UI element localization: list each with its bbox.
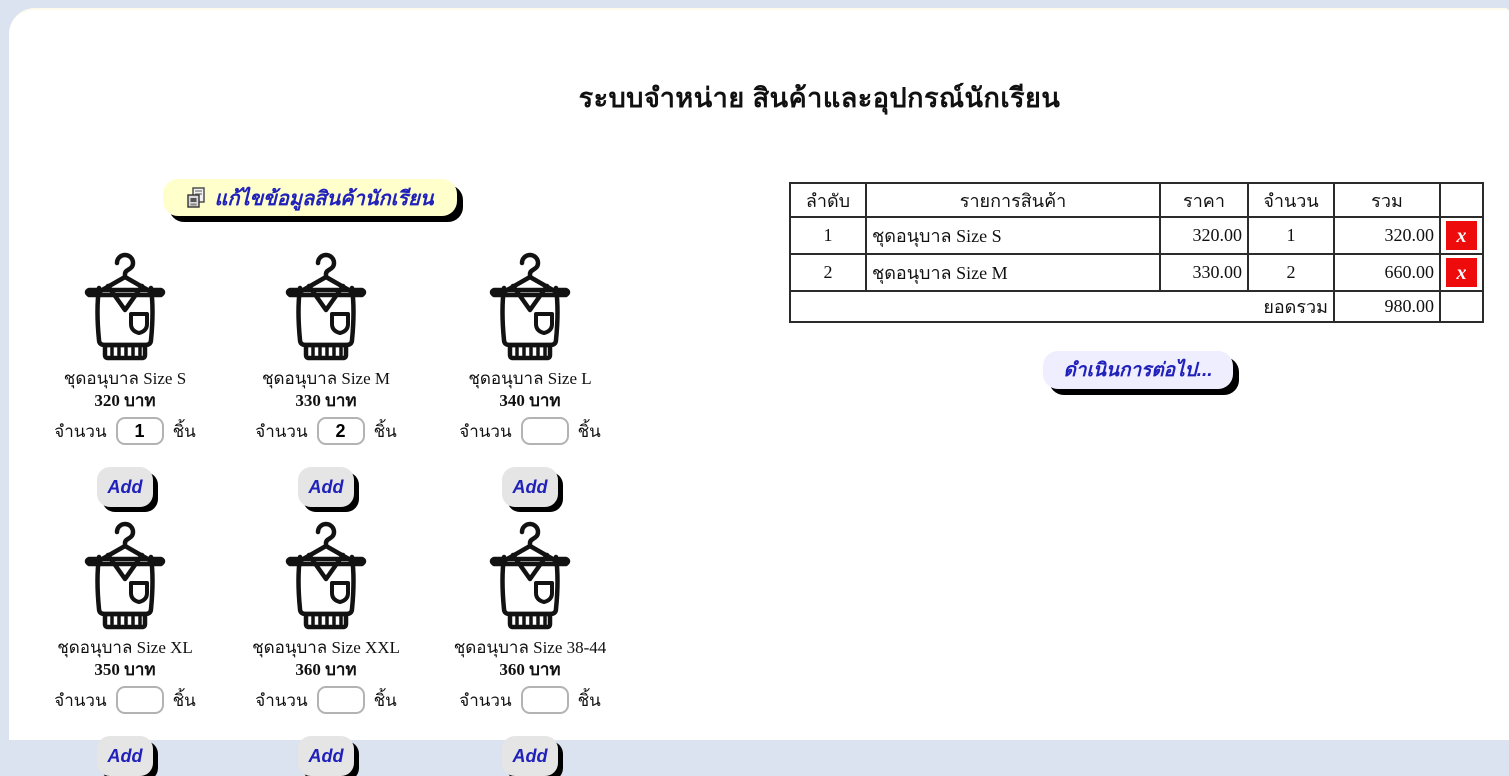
edit-products-button[interactable] — [163, 179, 457, 216]
add-to-cart-button[interactable]: Add — [502, 467, 558, 507]
quantity-input[interactable] — [521, 686, 569, 714]
grand-total-label: ยอดรวม — [790, 291, 1334, 322]
product-price: 350 บาท — [94, 660, 156, 679]
qty-label: จำนวน — [459, 690, 512, 710]
qty-label: จำนวน — [459, 421, 512, 441]
delete-item-button[interactable]: x — [1446, 258, 1477, 287]
header-delete — [1440, 183, 1483, 217]
qty-label: จำนวน — [255, 690, 308, 710]
cell-item: ชุดอนุบาล Size M — [866, 254, 1160, 291]
page-title: ระบบจำหน่าย สินค้าและอุปกรณ์นักเรียน — [578, 83, 1061, 113]
cell-qty: 2 — [1248, 254, 1334, 291]
product-card — [224, 521, 428, 776]
cell-qty: 1 — [1248, 217, 1334, 254]
cell-order: 1 — [790, 217, 866, 254]
printer-icon — [186, 187, 206, 209]
cell-price: 320.00 — [1160, 217, 1248, 254]
quantity-input[interactable] — [521, 417, 569, 445]
quantity-input[interactable] — [116, 417, 164, 445]
add-to-cart-button[interactable]: Add — [97, 467, 153, 507]
product-card — [26, 252, 224, 507]
product-card — [428, 521, 632, 776]
uniform-shirt-icon — [75, 252, 175, 364]
product-name: ชุดอนุบาล Size M — [261, 369, 391, 388]
product-card — [428, 252, 632, 507]
product-grid — [26, 252, 632, 776]
grand-total-value: 980.00 — [1334, 291, 1440, 322]
uniform-shirt-icon — [480, 521, 580, 633]
cart-table — [789, 182, 1484, 323]
add-to-cart-button[interactable]: Add — [502, 736, 558, 776]
delete-item-button[interactable]: x — [1446, 221, 1477, 250]
header-price: ราคา — [1160, 183, 1248, 217]
unit-label: ชิ้น — [172, 421, 196, 441]
product-card — [224, 252, 428, 507]
unit-label: ชิ้น — [373, 421, 397, 441]
product-price: 320 บาท — [94, 391, 156, 410]
uniform-shirt-icon — [276, 252, 376, 364]
header-qty: จำนวน — [1248, 183, 1334, 217]
product-price: 340 บาท — [499, 391, 561, 410]
cart-footer-row — [790, 291, 1483, 322]
header-item: รายการสินค้า — [866, 183, 1160, 217]
unit-label: ชิ้น — [172, 690, 196, 710]
header-total: รวม — [1334, 183, 1440, 217]
uniform-shirt-icon — [75, 521, 175, 633]
cell-price: 330.00 — [1160, 254, 1248, 291]
quantity-input[interactable] — [116, 686, 164, 714]
product-name: ชุดอนุบาล Size 38-44 — [453, 638, 607, 657]
edit-products-label: แก้ไขข้อมูลสินค้านักเรียน — [214, 187, 434, 210]
uniform-shirt-icon — [480, 252, 580, 364]
header-order: ลำดับ — [790, 183, 866, 217]
unit-label: ชิ้น — [577, 690, 601, 710]
unit-label: ชิ้น — [577, 421, 601, 441]
product-name: ชุดอนุบาล Size XXL — [252, 638, 400, 657]
add-to-cart-button[interactable]: Add — [298, 736, 354, 776]
product-price: 330 บาท — [295, 391, 357, 410]
qty-label: จำนวน — [54, 421, 107, 441]
add-to-cart-button[interactable]: Add — [97, 736, 153, 776]
product-price: 360 บาท — [295, 660, 357, 679]
quantity-input[interactable] — [317, 686, 365, 714]
add-to-cart-button[interactable]: Add — [298, 467, 354, 507]
cell-total: 660.00 — [1334, 254, 1440, 291]
product-name: ชุดอนุบาล Size XL — [57, 638, 193, 657]
cart-row — [790, 217, 1483, 254]
uniform-shirt-icon — [276, 521, 376, 633]
cart-row — [790, 254, 1483, 291]
unit-label: ชิ้น — [373, 690, 397, 710]
cart-header-row — [790, 183, 1483, 217]
cell-order: 2 — [790, 254, 866, 291]
product-card — [26, 521, 224, 776]
quantity-input[interactable] — [317, 417, 365, 445]
cell-total: 320.00 — [1334, 217, 1440, 254]
cell-item: ชุดอนุบาล Size S — [866, 217, 1160, 254]
qty-label: จำนวน — [54, 690, 107, 710]
continue-button[interactable]: ดำเนินการต่อไป... — [1043, 351, 1233, 389]
footer-empty-cell — [1440, 291, 1483, 322]
product-name: ชุดอนุบาล Size S — [63, 369, 187, 388]
product-price: 360 บาท — [499, 660, 561, 679]
qty-label: จำนวน — [255, 421, 308, 441]
product-name: ชุดอนุบาล Size L — [468, 369, 592, 388]
